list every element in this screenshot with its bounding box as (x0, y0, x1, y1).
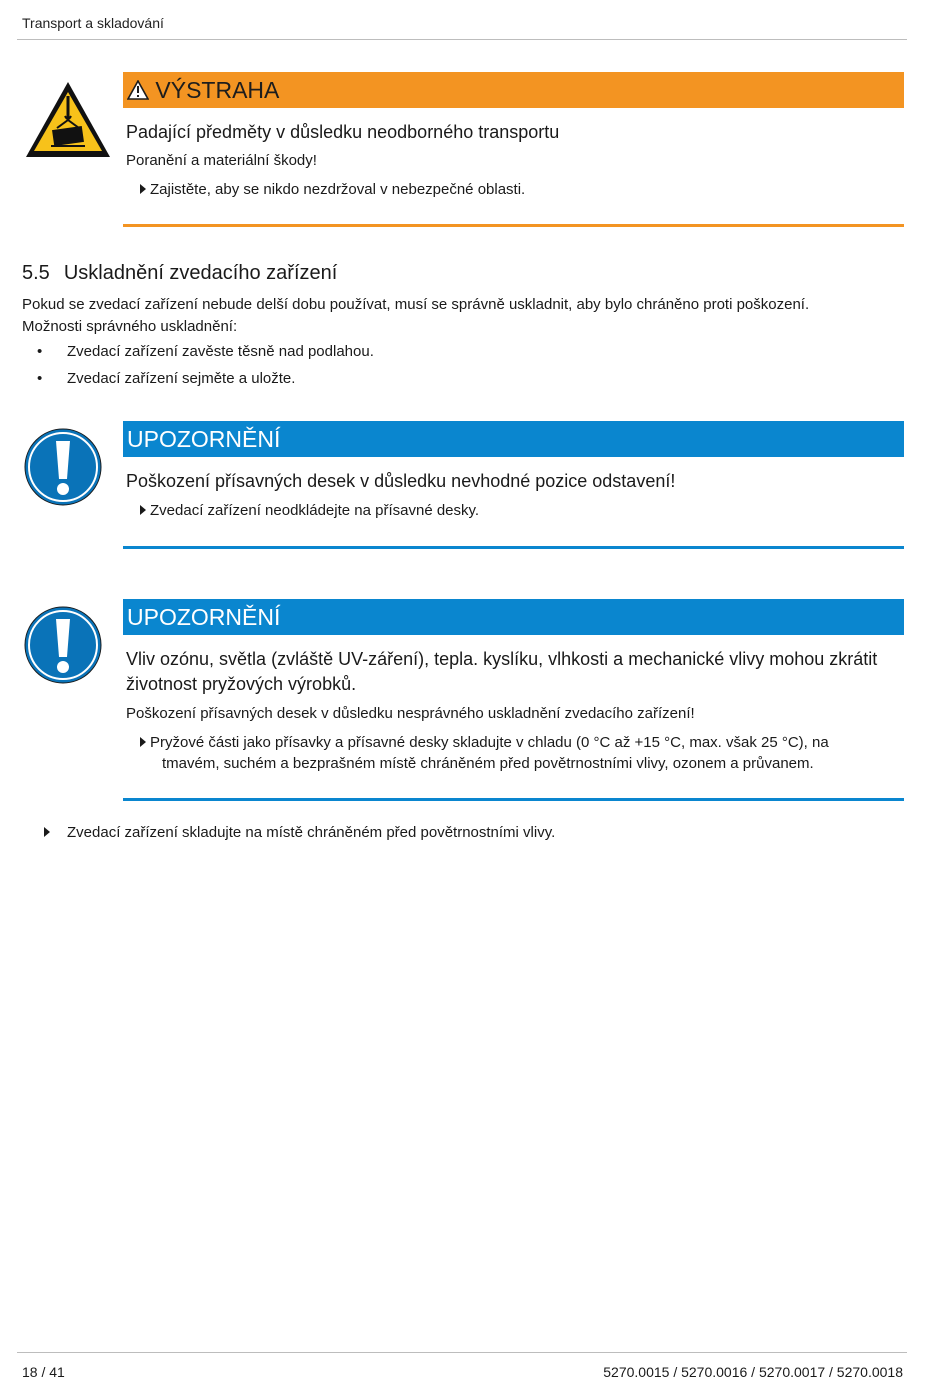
section-number: 5.5 (22, 262, 50, 284)
header-divider (17, 39, 907, 40)
warning-notice (18, 72, 904, 232)
warning-label-bar (123, 72, 904, 108)
warning-step-text: Zajistěte, aby se nikdo nezdržoval v nebezpečné oblasti. (150, 181, 526, 198)
caution-notice-1 (18, 421, 904, 551)
bullet-dot: • (37, 343, 43, 360)
final-step (22, 822, 555, 843)
page-number: 18 / 41 (22, 1364, 65, 1380)
caution-title-line-2: životnost pryžových výrobků. (126, 674, 357, 694)
bullet-item: Zvedací zařízení zavěste těsně nad podlahou. (67, 343, 374, 360)
caution-step (126, 732, 904, 774)
caution-step-text-line-1: Pryžové části jako přísavky a přísavné desky skladujte v chladu (0 °C až +15 °C, max. však 25 °C), na (150, 734, 829, 751)
warning-title: Padající předměty v důsledku neodborného transportu (126, 122, 560, 142)
step-arrow-icon (140, 737, 146, 747)
warning-triangle-icon (127, 80, 149, 100)
caution-label-bar (123, 421, 904, 457)
caution-title: Poškození přísavných desek v důsledku nevhodné pozice odstavení! (126, 471, 676, 491)
section-intro: Pokud se zvedací zařízení nebude delší dobu používat, musí se správně uskladnit, aby bylo chráněno proti poškození. (22, 296, 810, 313)
running-header: Transport a skladování (22, 15, 164, 31)
step-arrow-icon (140, 505, 146, 515)
document-numbers: 5270.0015 / 5270.0016 / 5270.0017 / 5270.0018 (603, 1364, 903, 1380)
caution-consequence: Poškození přísavných desek v důsledku nesprávného uskladnění zvedacího zařízení! (126, 705, 695, 722)
caution-title-line-1: Vliv ozónu, světla (zvláště UV-záření), tepla. kyslíku, vlhkosti a mechanické vlivy mohou zkrátit (126, 649, 878, 669)
bullet-dot: • (37, 370, 43, 387)
caution-step-text-line-2: tmavém, suchém a bezprašném místě chráněném před povětrnostními vlivy, ozonem a průvanem. (162, 755, 814, 772)
mandatory-exclamation-icon (23, 427, 103, 507)
caution-bottom-rule (123, 546, 904, 549)
final-step-text: Zvedací zařízení skladujte na místě chráněném před povětrnostními vlivy. (67, 824, 556, 841)
falling-load-warning-icon (23, 78, 113, 160)
warning-label: VÝSTRAHA (155, 77, 280, 103)
step-arrow-icon (140, 184, 146, 194)
caution-label: UPOZORNĚNÍ (127, 604, 281, 630)
section-title: Uskladnění zvedacího zařízení (63, 262, 338, 284)
section-heading (22, 262, 337, 285)
caution-step (126, 500, 904, 521)
mandatory-exclamation-icon (23, 605, 103, 685)
step-arrow-icon (44, 827, 50, 837)
caution-notice-2 (18, 599, 904, 805)
caution-label: UPOZORNĚNÍ (127, 426, 281, 452)
warning-step (126, 179, 904, 200)
warning-consequence: Poranění a materiální škody! (126, 152, 317, 169)
caution-label-bar (123, 599, 904, 635)
section-options-label: Možnosti správného uskladnění: (22, 318, 238, 335)
caution-bottom-rule (123, 798, 904, 801)
footer-divider (17, 1352, 907, 1353)
bullet-item: Zvedací zařízení sejměte a uložte. (67, 370, 296, 387)
warning-bottom-rule (123, 224, 904, 227)
caution-step-text: Zvedací zařízení neodkládejte na přísavné desky. (150, 502, 480, 519)
